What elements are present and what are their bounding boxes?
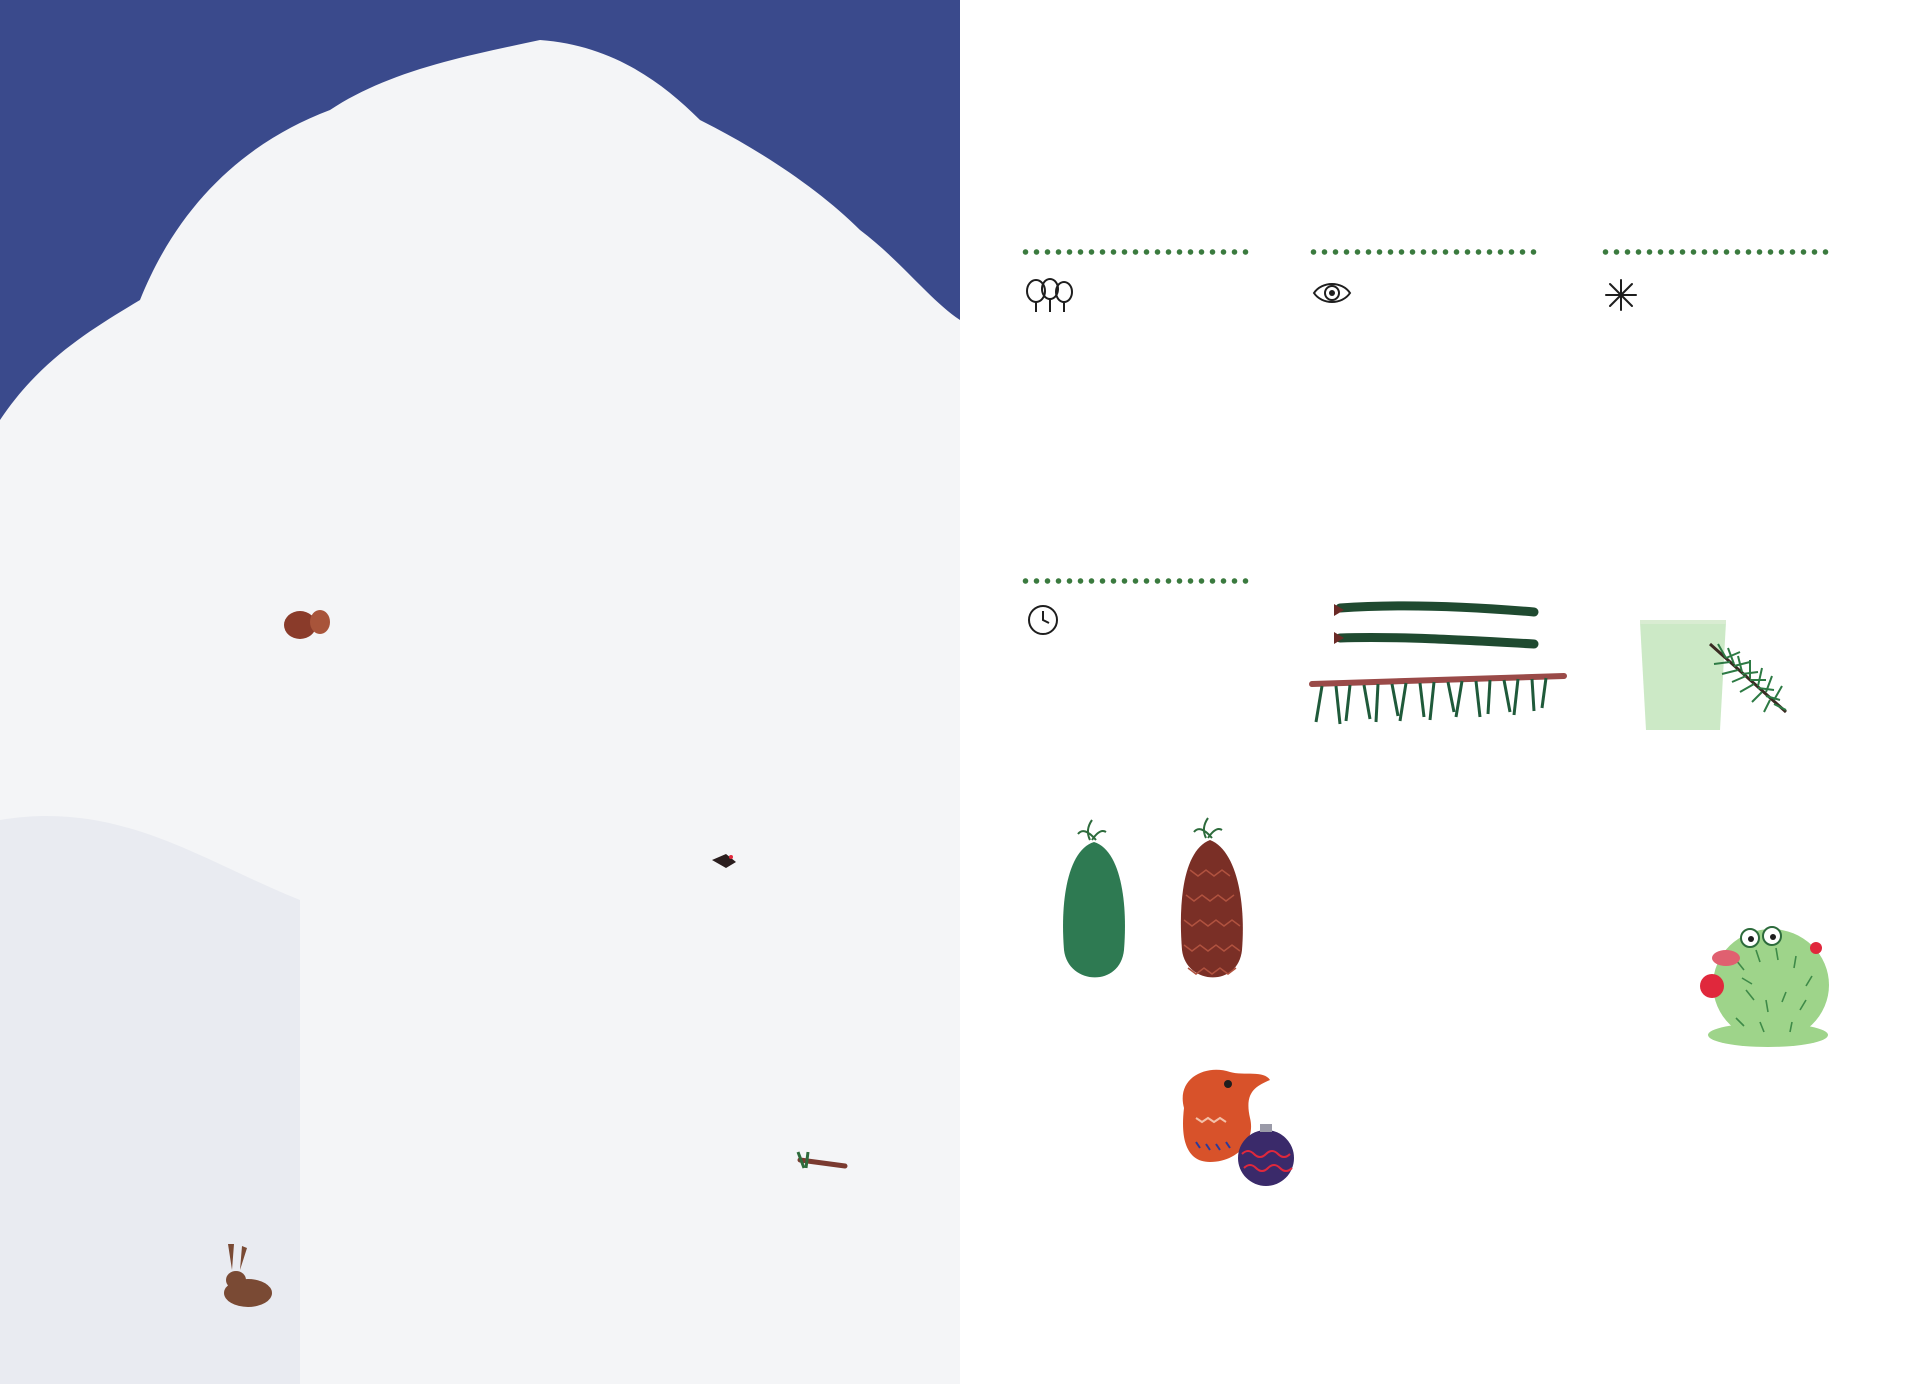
clock-icon <box>1026 603 1060 637</box>
dotted-divider <box>1600 248 1832 256</box>
section-heading-supervoima <box>1604 278 1644 312</box>
star-burst-icon <box>1604 278 1638 312</box>
eye-icon <box>1312 278 1352 308</box>
ornaments-illustration <box>1166 1058 1306 1188</box>
section-heading-ulkonako <box>1312 278 1358 308</box>
fresh-cone <box>1063 820 1125 977</box>
branch-illustration <box>1304 588 1584 728</box>
section-heading-kasvu <box>1026 603 1066 637</box>
ulkonako-text-top <box>1310 342 1580 364</box>
text-page <box>960 0 1920 1384</box>
section-heading-tausta <box>1024 278 1082 314</box>
wreath-illustration <box>1430 1040 1680 1290</box>
why-line <box>1600 889 1628 900</box>
ulkonako-text-bottom <box>1310 748 1580 812</box>
dotted-divider <box>1020 577 1252 585</box>
why-line <box>1600 889 1628 900</box>
dotted-divider <box>1020 248 1252 256</box>
why-question <box>1600 889 1628 900</box>
tausta-text <box>1020 342 1290 384</box>
drink-illustration <box>1630 614 1800 734</box>
cones-illustration <box>1050 810 1270 1010</box>
supervoima-text <box>1600 342 1870 364</box>
dry-cone <box>1181 818 1243 977</box>
trees-icon <box>1024 278 1076 314</box>
monster-illustration <box>1676 900 1846 1050</box>
dotted-divider <box>1308 248 1540 256</box>
kasvu-text <box>1020 666 1260 688</box>
